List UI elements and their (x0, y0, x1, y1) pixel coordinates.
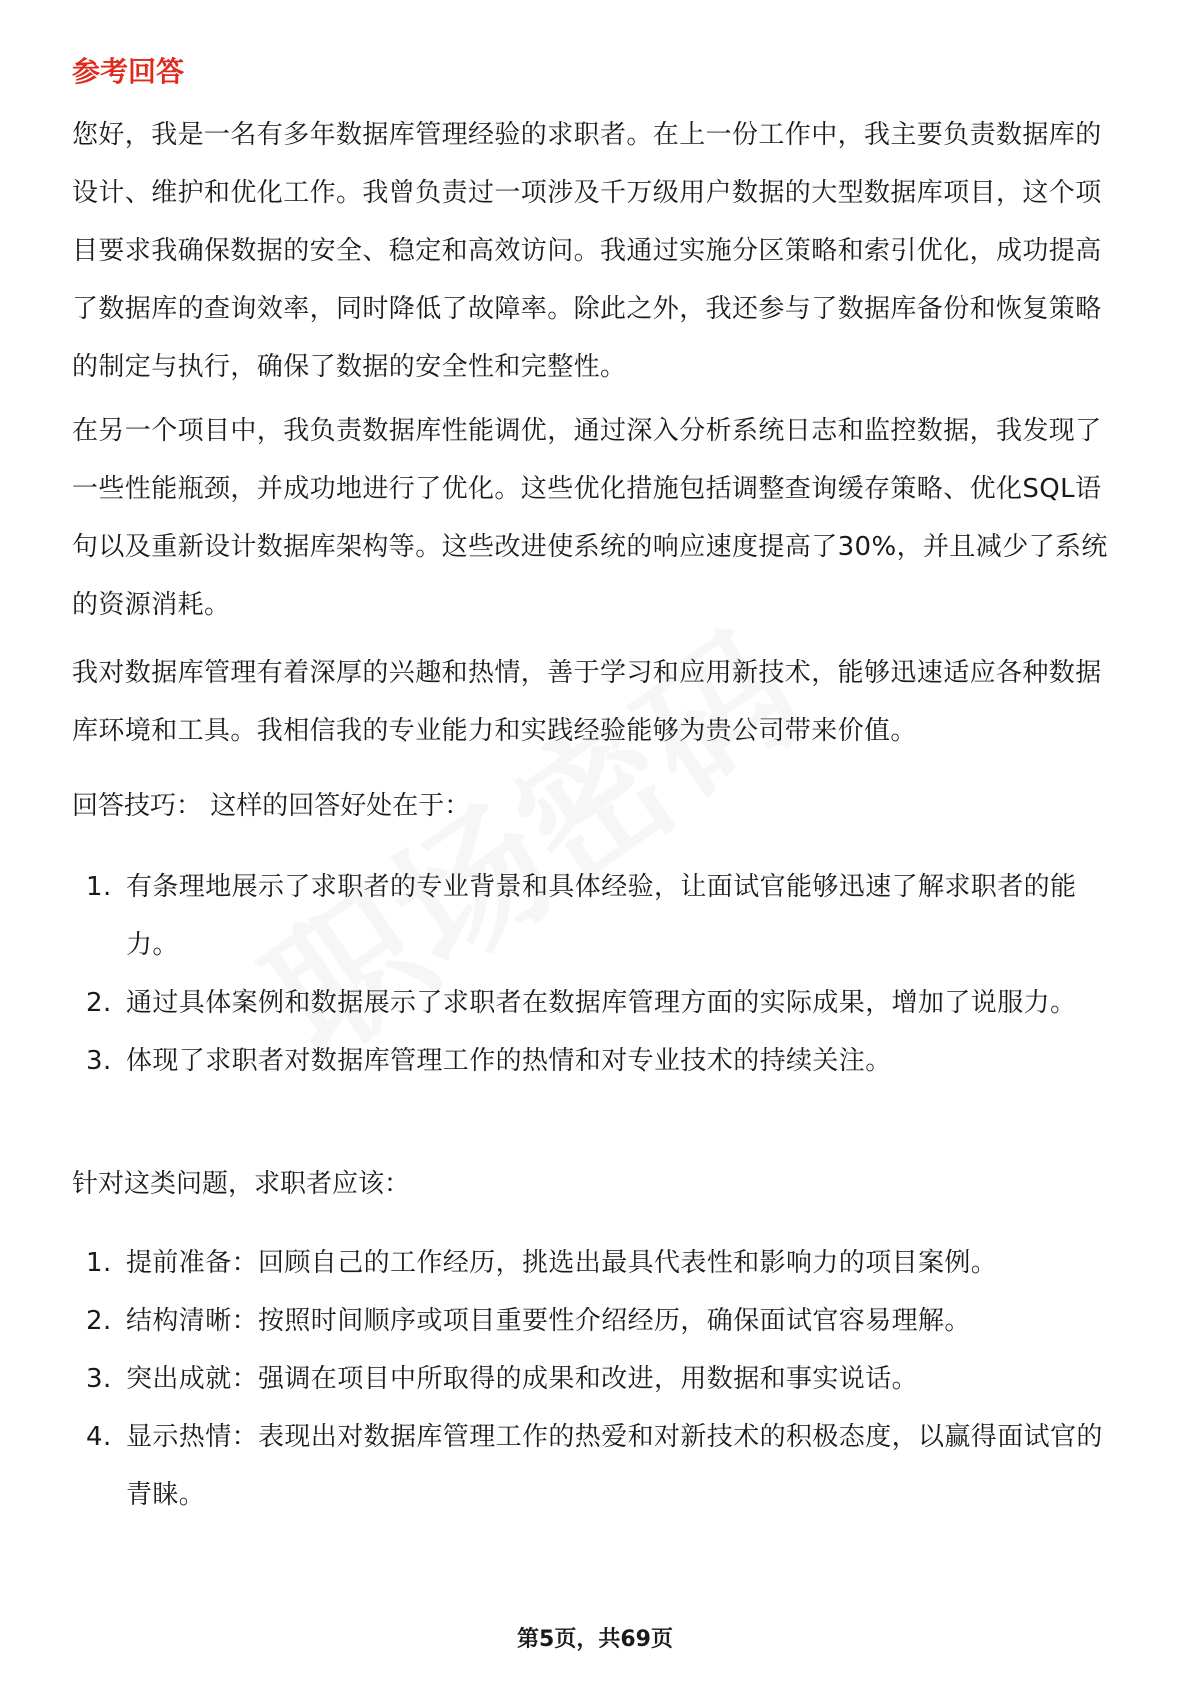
list-text: 有条理地展示了求职者的专业背景和具体经验，让面试官能够迅速了解求职者的能力。 (126, 872, 1077, 960)
list-text: 体现了求职者对数据库管理工作的热情和对专业技术的持续关注。 (126, 1046, 892, 1076)
list-item (72, 1408, 1122, 1524)
list-number: 4. (86, 1422, 112, 1452)
list-text: 通过具体案例和数据展示了求职者在数据库管理方面的实际成果，增加了说服力。 (126, 988, 1077, 1018)
list-item (72, 1234, 1122, 1292)
page-footer: 第5页，共69页 (517, 1627, 673, 1652)
list-item (72, 974, 1122, 1032)
section-heading: 参考回答 (72, 55, 185, 88)
list-text: 突出成就：强调在项目中所取得的成果和改进，用数据和事实说话。 (126, 1364, 919, 1394)
list-number: 1. (86, 1248, 112, 1278)
advice-list (72, 1234, 1122, 1524)
list-number: 2. (86, 1306, 112, 1336)
list-text: 结构清晰：按照时间顺序或项目重要性介绍经历，确保面试官容易理解。 (126, 1306, 971, 1336)
list-number: 3. (86, 1046, 112, 1076)
answer-paragraph-2: 在另一个项目中，我负责数据库性能调优，通过深入分析系统日志和监控数据，我发现了一些性能瓶颈，并成功地进行了优化。这些优化措施包括调整查询缓存策略、优化SQL语句以及重新设计数据库架构等。这些改进使系统的响应速度提高了30%，并且减少了系统的资源消耗。 (72, 416, 1108, 620)
list-item (72, 1292, 1122, 1350)
answer-paragraph-1: 您好，我是一名有多年数据库管理经验的求职者。在上一份工作中，我主要负责数据库的设计、维护和优化工作。我曾负责过一项涉及千万级用户数据的大型数据库项目，这个项目要求我确保数据的安全、稳定和高效访问。我通过实施分区策略和索引优化，成功提高了数据库的查询效率，同时降低了故障率。除此之外，我还参与了数据库备份和恢复策略的制定与执行，确保了数据的安全性和完整性。 (72, 120, 1102, 382)
list-text: 提前准备：回顾自己的工作经历，挑选出最具代表性和影响力的项目案例。 (126, 1248, 998, 1278)
list-item (72, 858, 1122, 974)
tips-heading: 回答技巧： 这样的回答好处在于： (72, 791, 471, 821)
list-number: 1. (86, 872, 112, 902)
list-number: 2. (86, 988, 112, 1018)
list-text: 显示热情：表现出对数据库管理工作的热爱和对新技术的积极态度，以赢得面试官的青睐。 (126, 1422, 1103, 1510)
advice-heading: 针对这类问题，求职者应该： (72, 1169, 411, 1199)
list-number: 3. (86, 1364, 112, 1394)
list-item (72, 1032, 1122, 1090)
list-item (72, 1350, 1122, 1408)
tips-list (72, 858, 1122, 1090)
answer-paragraph-3: 我对数据库管理有着深厚的兴趣和热情，善于学习和应用新技术，能够迅速适应各种数据库环境和工具。我相信我的专业能力和实践经验能够为贵公司带来价值。 (72, 658, 1102, 746)
